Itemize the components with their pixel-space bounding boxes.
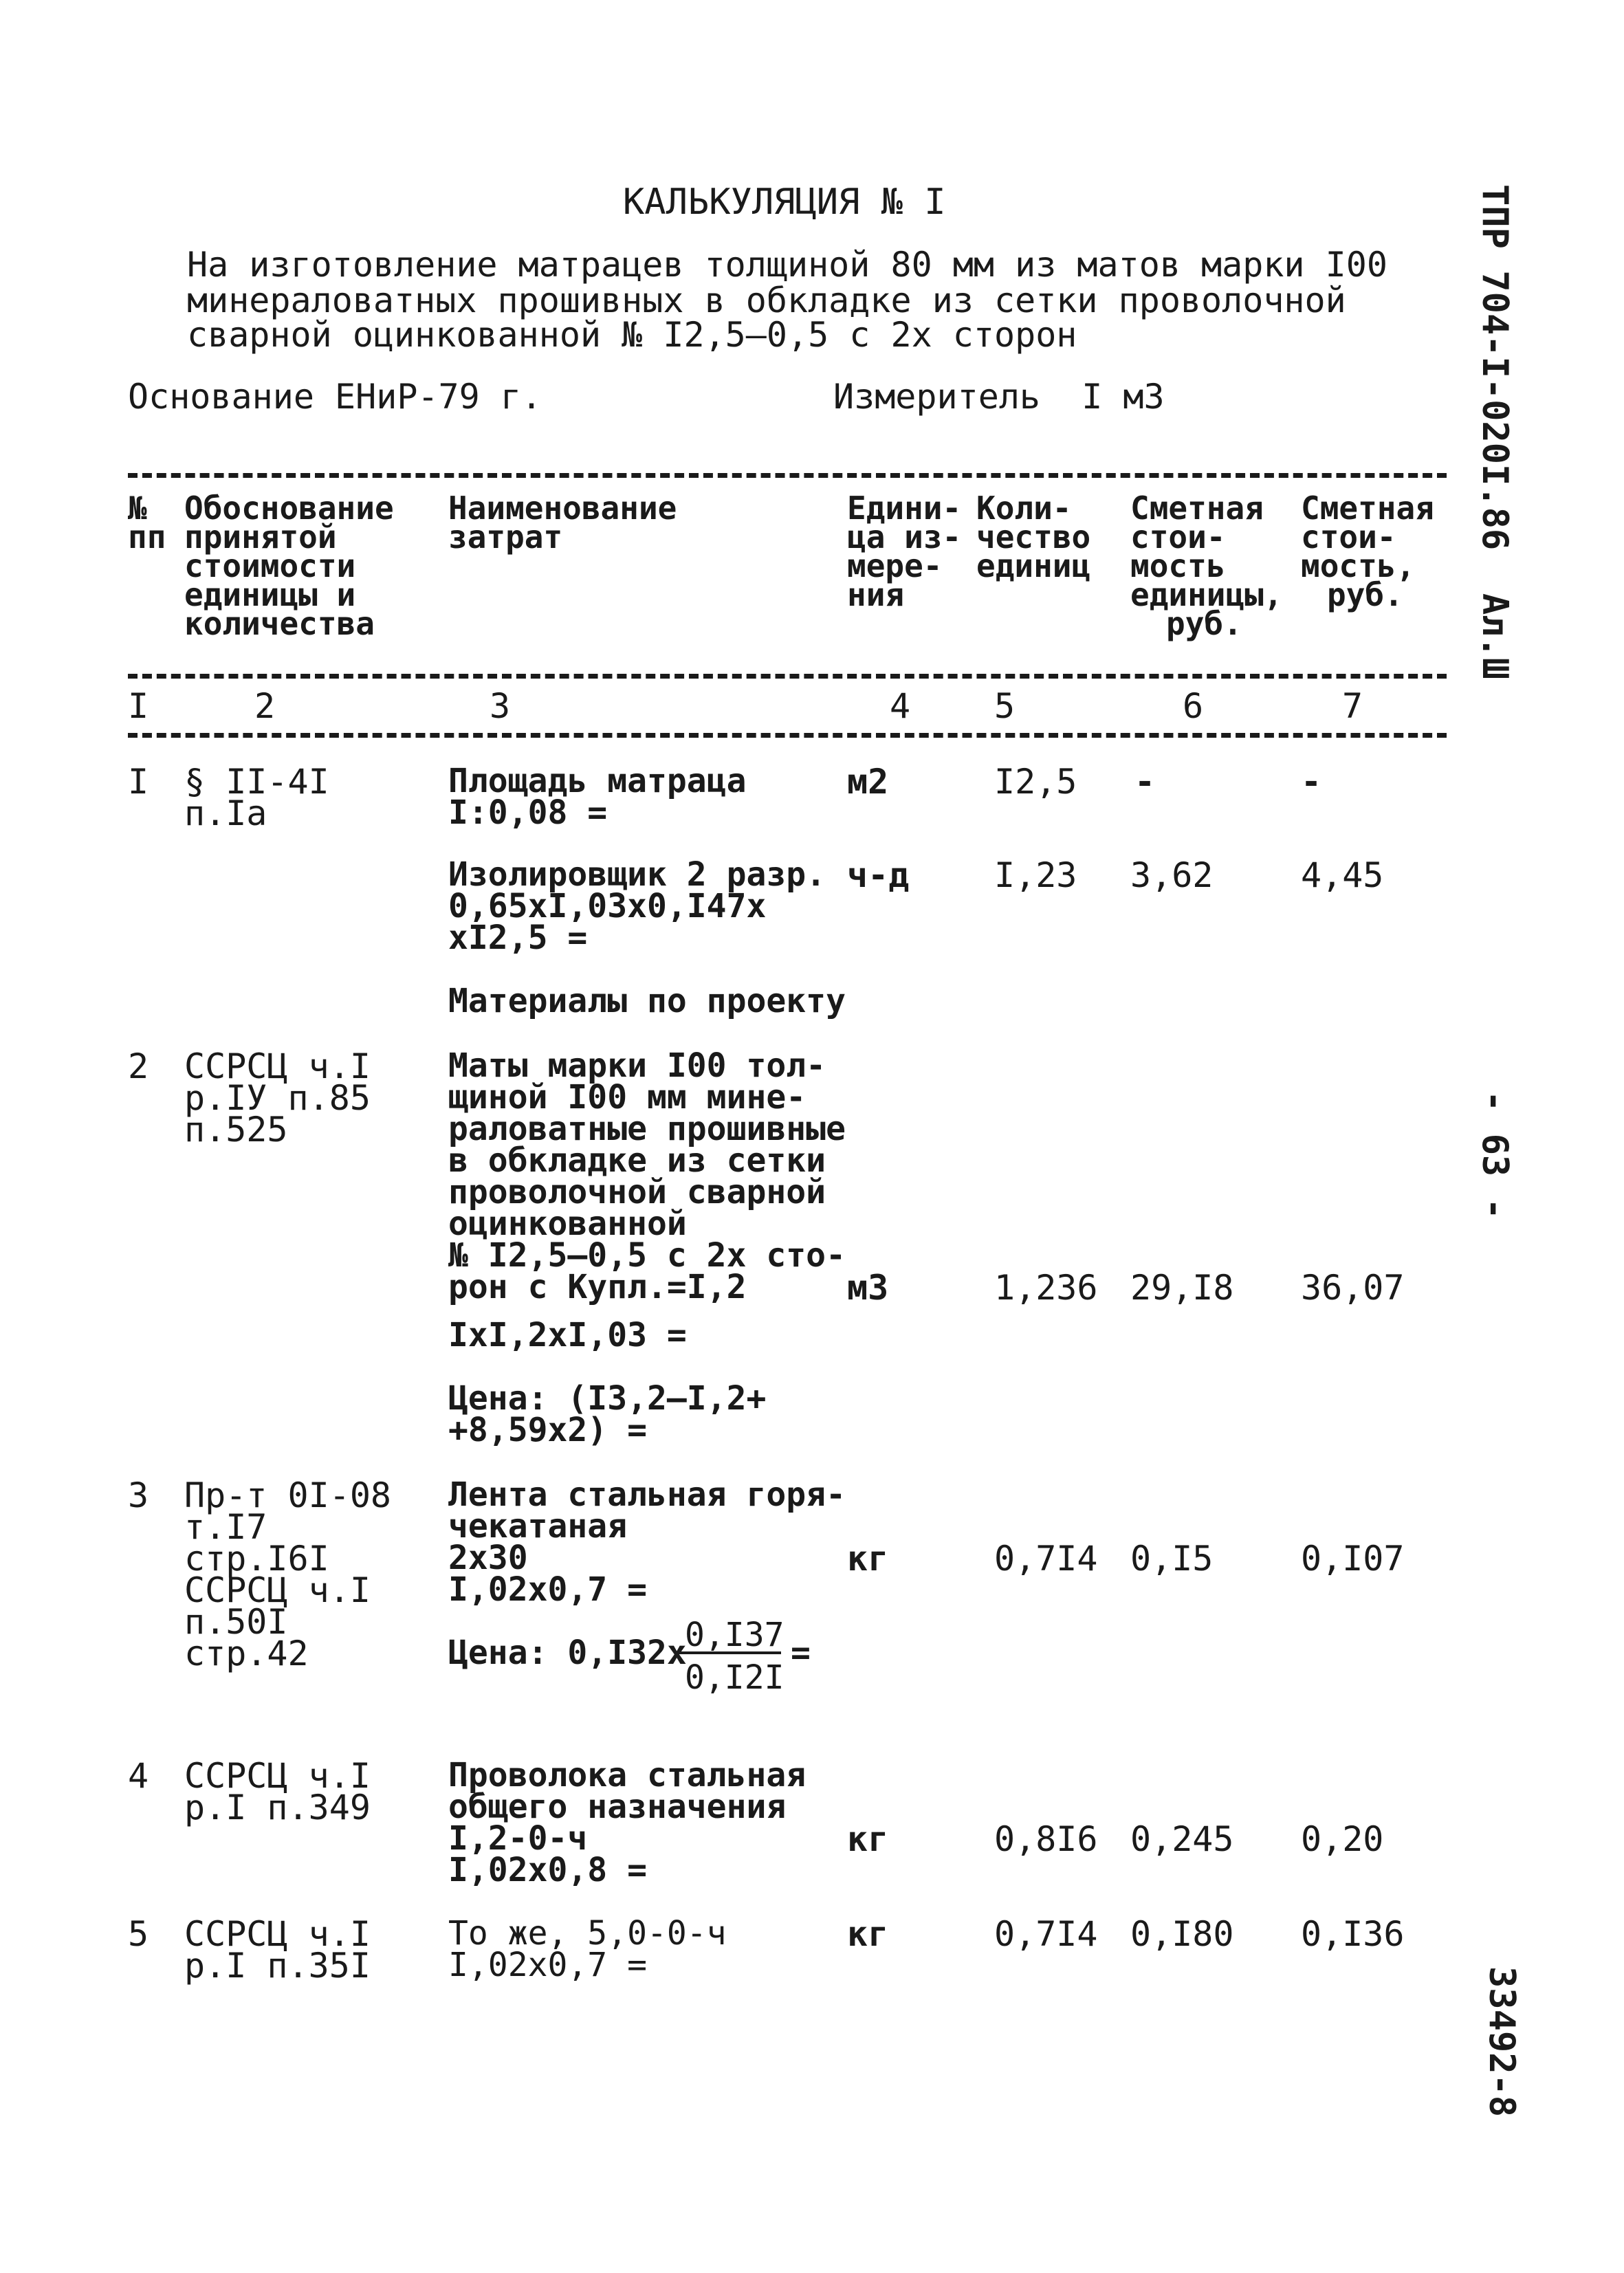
row-cost: 36,07	[1301, 1268, 1405, 1308]
row-name: Маты марки I00 тол-	[448, 1046, 826, 1085]
row-cost: 0,I07	[1301, 1539, 1405, 1579]
header-text: единицы,	[1130, 576, 1283, 613]
row-name: щиной I00 мм мине-	[448, 1078, 806, 1117]
row-number: 5	[128, 1914, 149, 1954]
row-quantity: I2,5	[994, 762, 1077, 802]
header-top-rule	[128, 473, 1447, 478]
row-basis: ССРСЦ ч.I	[184, 1046, 371, 1086]
header-text: Едини-	[847, 490, 962, 527]
header-bottom-rule	[128, 674, 1447, 679]
row-name: Лента стальная горя-	[448, 1475, 846, 1514]
row-name: проволочной сварной	[448, 1173, 826, 1211]
row-number: 4	[128, 1756, 149, 1796]
header-text: стои-	[1130, 518, 1226, 556]
row-name: чекатаная	[448, 1507, 628, 1546]
header-text: чество	[976, 518, 1091, 556]
basis-line: Основание ЕНиР-79 г.	[128, 377, 542, 417]
row-unit-price: 29,I8	[1130, 1268, 1234, 1308]
archive-number: 33492-8	[1481, 1966, 1522, 2118]
column-number: 5	[994, 686, 1016, 726]
header-text: количества	[184, 605, 375, 642]
measure-line: Измеритель I м3	[833, 377, 1165, 417]
row-unit-price: 3,62	[1130, 855, 1214, 895]
row-unit-price: 0,I80	[1130, 1914, 1234, 1954]
row-number: 2	[128, 1046, 149, 1086]
column-number: 6	[1183, 686, 1204, 726]
row-price-formula: +8,59х2) =	[448, 1411, 647, 1449]
row-name: I,2-0-ч	[448, 1819, 588, 1858]
row-name: хI2,5 =	[448, 919, 588, 957]
header-text: Сметная	[1301, 490, 1434, 527]
row-unit: кг	[847, 1914, 889, 1954]
header-text: единицы и	[184, 576, 356, 613]
row-basis: т.I7	[184, 1507, 267, 1547]
page-title: КАЛЬКУЛЯЦИЯ № I	[623, 182, 946, 223]
row-name: 2х30	[448, 1539, 528, 1577]
row-basis: р.I п.35I	[184, 1946, 371, 1986]
materials-heading: Материалы по проекту	[448, 982, 846, 1020]
row-basis: Пр-т 0I-08	[184, 1475, 392, 1515]
row-number: 3	[128, 1475, 149, 1515]
header-text: мость,	[1301, 547, 1416, 584]
header-text: стои-	[1301, 518, 1396, 556]
row-basis: р.IУ п.85	[184, 1078, 371, 1118]
row-unit-price: 0,245	[1130, 1819, 1234, 1859]
row-price-formula: Цена: (I3,2–I,2+	[448, 1379, 767, 1418]
row-unit-price: 0,I5	[1130, 1539, 1214, 1579]
header-text: мере-	[847, 547, 943, 584]
row-name: Изолировщик 2 разр.	[448, 855, 826, 894]
header-text: руб.	[1327, 576, 1403, 613]
header-text: Наименование	[448, 490, 677, 527]
row-name: оцинкованной	[448, 1205, 687, 1243]
row-quantity: 0,8I6	[994, 1819, 1098, 1859]
row-cost: -	[1301, 762, 1322, 802]
document-code: ТПР 704-I-020I.86 Ал.Ш	[1474, 184, 1515, 680]
row-basis: § II-4I	[184, 762, 329, 802]
column-number: 7	[1342, 686, 1363, 726]
row-cost: 0,20	[1301, 1819, 1384, 1859]
row-quantity: 1,236	[994, 1268, 1098, 1308]
row-name: общего назначения	[448, 1788, 787, 1826]
row-name: 0,65хI,03х0,I47х	[448, 887, 767, 925]
column-numbers-rule	[128, 733, 1447, 738]
page-number: - 63 -	[1474, 1090, 1515, 1220]
header-text: Сметная	[1130, 490, 1264, 527]
row-number: I	[128, 762, 149, 802]
subtitle-line-2: минераловатных прошивных в обкладке из сетки проволочной	[187, 281, 1346, 320]
header-text: руб.	[1166, 605, 1242, 642]
column-number: 2	[254, 686, 276, 726]
fraction-numerator: 0,I37	[685, 1616, 784, 1654]
fraction-equals: =	[791, 1634, 811, 1672]
subtitle-line-1: На изготовление матрацев толщиной 80 мм из матов марки I00	[187, 245, 1387, 285]
row-unit: кг	[847, 1819, 889, 1859]
row-name: I,02х0,7 =	[448, 1946, 647, 1984]
row-basis: п.525	[184, 1110, 288, 1150]
row-name: раловатные прошивные	[448, 1110, 846, 1148]
row-basis: п.50I	[184, 1602, 288, 1642]
row-unit: м3	[847, 1268, 889, 1308]
header-text: ния	[847, 576, 905, 613]
row-unit-price: -	[1134, 762, 1156, 802]
header-text: стоимости	[184, 547, 356, 584]
row-unit: ч-д	[847, 855, 910, 895]
column-number: 3	[490, 686, 511, 726]
row-quantity: 0,7I4	[994, 1914, 1098, 1954]
row-name: в обкладке из сетки	[448, 1141, 826, 1180]
row-name: I:0,08 =	[448, 793, 608, 832]
row-price-label: Цена: 0,I32х	[448, 1634, 687, 1672]
row-cost: 4,45	[1301, 855, 1384, 895]
fraction-denominator: 0,I2I	[685, 1658, 784, 1697]
row-basis: стр.I6I	[184, 1539, 329, 1579]
row-basis: стр.42	[184, 1634, 309, 1673]
row-unit: кг	[847, 1539, 889, 1579]
column-number: 4	[890, 686, 911, 726]
row-name: I,02х0,8 =	[448, 1851, 647, 1889]
header-text: Обоснование	[184, 490, 394, 527]
fraction-bar	[678, 1651, 781, 1654]
row-cost: 0,I36	[1301, 1914, 1405, 1954]
row-name: рон с Купл.=I,2	[448, 1268, 747, 1306]
row-basis: ССРСЦ ч.I	[184, 1570, 371, 1610]
header-text: Коли-	[976, 490, 1072, 527]
row-name: То же, 5,0-0-ч	[448, 1914, 727, 1953]
row-quantity: I,23	[994, 855, 1077, 895]
row-name: № I2,5–0,5 с 2х сто-	[448, 1236, 846, 1275]
row-name: I,02х0,7 =	[448, 1570, 647, 1609]
header-text: принятой	[184, 518, 337, 556]
header-text: ца из-	[847, 518, 962, 556]
row-basis: р.I п.349	[184, 1788, 371, 1827]
row-quantity: 0,7I4	[994, 1539, 1098, 1579]
row-name: Площадь матраца	[448, 762, 747, 800]
row-unit: м2	[847, 762, 889, 802]
column-number: I	[128, 686, 149, 726]
row-basis: ССРСЦ ч.I	[184, 1756, 371, 1796]
header-text: пп	[128, 518, 166, 556]
header-text: мость	[1130, 547, 1226, 584]
row-basis: ССРСЦ ч.I	[184, 1914, 371, 1954]
row-formula: IхI,2хI,03 =	[448, 1316, 687, 1354]
row-name: Проволока стальная	[448, 1756, 806, 1794]
header-text: №	[128, 490, 147, 527]
row-basis: п.Iа	[184, 793, 267, 833]
subtitle-line-3: сварной оцинкованной № I2,5–0,5 с 2х сторон	[187, 315, 1077, 355]
header-text: единиц	[976, 547, 1091, 584]
header-text: затрат	[448, 518, 563, 556]
